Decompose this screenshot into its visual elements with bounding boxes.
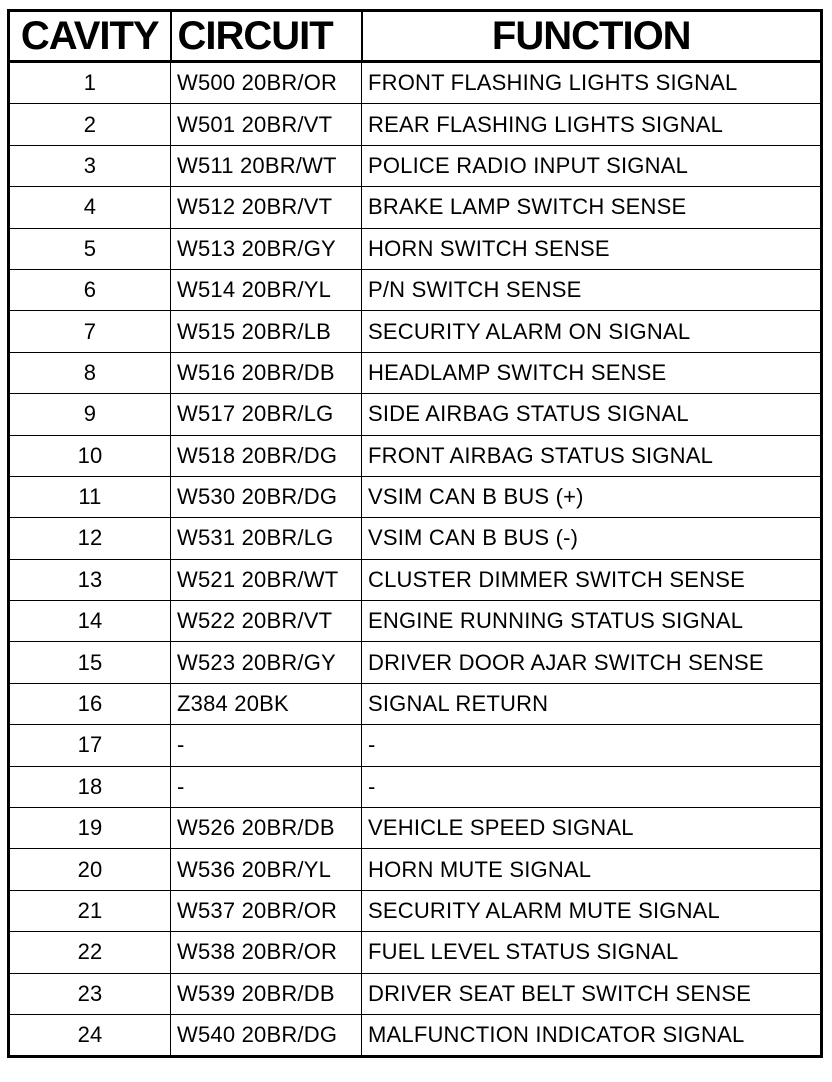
table-row — [9, 683, 822, 724]
cavity-cell: 15 — [9, 642, 171, 683]
cavity-cell: 23 — [9, 973, 171, 1014]
table-row — [9, 890, 822, 931]
cavity-cell: 18 — [9, 766, 171, 807]
table-row — [9, 808, 822, 849]
circuit-cell: W513 20BR/GY — [171, 228, 362, 269]
cavity-cell: 20 — [9, 849, 171, 890]
circuit-cell: W523 20BR/GY — [171, 642, 362, 683]
cavity-header: CAVITY — [9, 11, 171, 62]
function-cell: - — [362, 725, 822, 766]
function-cell: FRONT AIRBAG STATUS SIGNAL — [362, 435, 822, 476]
table-row — [9, 725, 822, 766]
function-cell: SECURITY ALARM ON SIGNAL — [362, 311, 822, 352]
table-row — [9, 435, 822, 476]
cavity-cell: 14 — [9, 601, 171, 642]
function-cell: ENGINE RUNNING STATUS SIGNAL — [362, 601, 822, 642]
circuit-cell: W514 20BR/YL — [171, 269, 362, 310]
circuit-cell: W500 20BR/OR — [171, 62, 362, 104]
function-cell: HEADLAMP SWITCH SENSE — [362, 352, 822, 393]
function-cell: VSIM CAN B BUS (-) — [362, 518, 822, 559]
table-row — [9, 311, 822, 352]
circuit-header: CIRCUIT — [171, 11, 362, 62]
function-cell: CLUSTER DIMMER SWITCH SENSE — [362, 559, 822, 600]
function-cell: DRIVER DOOR AJAR SWITCH SENSE — [362, 642, 822, 683]
circuit-cell: W537 20BR/OR — [171, 890, 362, 931]
circuit-cell: W516 20BR/DB — [171, 352, 362, 393]
function-cell: FUEL LEVEL STATUS SIGNAL — [362, 932, 822, 973]
cavity-cell: 22 — [9, 932, 171, 973]
circuit-cell: W536 20BR/YL — [171, 849, 362, 890]
circuit-cell: W515 20BR/LB — [171, 311, 362, 352]
function-cell: BRAKE LAMP SWITCH SENSE — [362, 187, 822, 228]
cavity-cell: 13 — [9, 559, 171, 600]
cavity-cell: 21 — [9, 890, 171, 931]
circuit-cell: W540 20BR/DG — [171, 1014, 362, 1056]
circuit-cell: W512 20BR/VT — [171, 187, 362, 228]
circuit-cell: W518 20BR/DG — [171, 435, 362, 476]
connector-pinout-table — [7, 9, 823, 1058]
table-row — [9, 187, 822, 228]
cavity-cell: 2 — [9, 104, 171, 145]
circuit-cell: W531 20BR/LG — [171, 518, 362, 559]
cavity-cell: 8 — [9, 352, 171, 393]
cavity-cell: 10 — [9, 435, 171, 476]
cavity-cell: 5 — [9, 228, 171, 269]
circuit-cell: W521 20BR/WT — [171, 559, 362, 600]
circuit-cell: W539 20BR/DB — [171, 973, 362, 1014]
table-row — [9, 352, 822, 393]
circuit-cell: W530 20BR/DG — [171, 476, 362, 517]
function-cell: SECURITY ALARM MUTE SIGNAL — [362, 890, 822, 931]
function-cell: SIGNAL RETURN — [362, 683, 822, 724]
function-cell: SIDE AIRBAG STATUS SIGNAL — [362, 394, 822, 435]
cavity-cell: 19 — [9, 808, 171, 849]
cavity-cell: 17 — [9, 725, 171, 766]
table-row — [9, 559, 822, 600]
table-row — [9, 642, 822, 683]
circuit-cell: W538 20BR/OR — [171, 932, 362, 973]
function-header: FUNCTION — [362, 11, 822, 62]
table-row — [9, 1014, 822, 1056]
table-row — [9, 849, 822, 890]
table-row — [9, 766, 822, 807]
function-cell: - — [362, 766, 822, 807]
function-cell: HORN MUTE SIGNAL — [362, 849, 822, 890]
function-cell: VEHICLE SPEED SIGNAL — [362, 808, 822, 849]
cavity-cell: 6 — [9, 269, 171, 310]
function-cell: HORN SWITCH SENSE — [362, 228, 822, 269]
table-row — [9, 62, 822, 104]
table-row — [9, 145, 822, 186]
cavity-cell: 4 — [9, 187, 171, 228]
cavity-cell: 9 — [9, 394, 171, 435]
function-cell: POLICE RADIO INPUT SIGNAL — [362, 145, 822, 186]
table-row — [9, 932, 822, 973]
function-cell: P/N SWITCH SENSE — [362, 269, 822, 310]
circuit-cell: W511 20BR/WT — [171, 145, 362, 186]
circuit-cell: W526 20BR/DB — [171, 808, 362, 849]
cavity-cell: 24 — [9, 1014, 171, 1056]
table-row — [9, 973, 822, 1014]
circuit-cell: W522 20BR/VT — [171, 601, 362, 642]
table-row — [9, 394, 822, 435]
table-row — [9, 104, 822, 145]
header-row — [9, 11, 822, 62]
table-body — [9, 62, 822, 1057]
function-cell: DRIVER SEAT BELT SWITCH SENSE — [362, 973, 822, 1014]
circuit-cell: - — [171, 725, 362, 766]
function-cell: FRONT FLASHING LIGHTS SIGNAL — [362, 62, 822, 104]
cavity-cell: 1 — [9, 62, 171, 104]
function-cell: VSIM CAN B BUS (+) — [362, 476, 822, 517]
circuit-cell: - — [171, 766, 362, 807]
table-row — [9, 601, 822, 642]
circuit-cell: Z384 20BK — [171, 683, 362, 724]
cavity-cell: 11 — [9, 476, 171, 517]
table-row — [9, 518, 822, 559]
cavity-cell: 16 — [9, 683, 171, 724]
cavity-cell: 12 — [9, 518, 171, 559]
circuit-cell: W517 20BR/LG — [171, 394, 362, 435]
function-cell: REAR FLASHING LIGHTS SIGNAL — [362, 104, 822, 145]
table-row — [9, 228, 822, 269]
function-cell: MALFUNCTION INDICATOR SIGNAL — [362, 1014, 822, 1056]
circuit-cell: W501 20BR/VT — [171, 104, 362, 145]
cavity-cell: 3 — [9, 145, 171, 186]
table-row — [9, 269, 822, 310]
table-row — [9, 476, 822, 517]
cavity-cell: 7 — [9, 311, 171, 352]
